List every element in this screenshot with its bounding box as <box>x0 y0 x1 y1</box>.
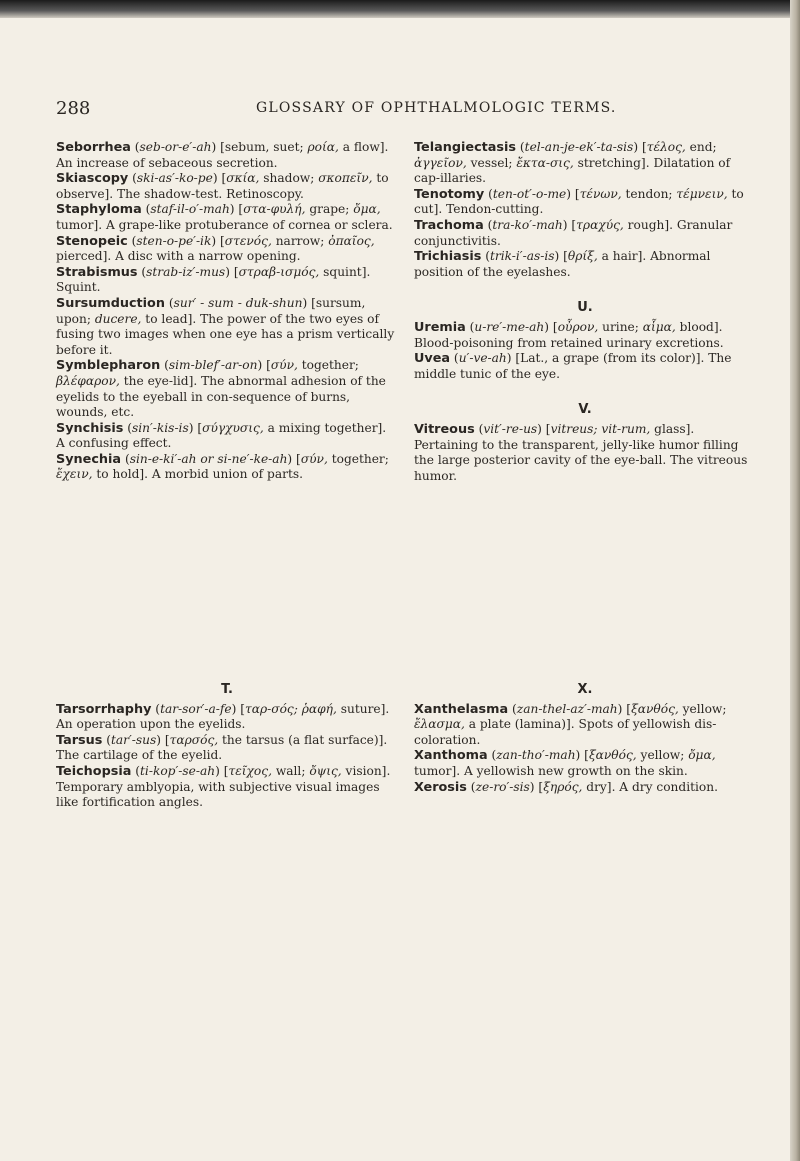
pronunciation: tel-an-je-ek′-ta-sis <box>524 140 634 154</box>
pronunciation: sten-o-pe′-ik <box>136 233 212 248</box>
section-letter-u: U. <box>577 300 593 316</box>
etymon: ταρ-σός; <box>245 701 298 716</box>
etymon: στενός, <box>224 233 272 248</box>
pronunciation: sin′-kis-is <box>132 420 189 435</box>
glossary-entry: Synchisis (sin′-kis-is) [σύγχυσις, a mixing together]. A confusing effect. <box>56 420 387 451</box>
etymon: ξανθός, <box>631 701 679 716</box>
headword: Synchisis <box>56 420 124 436</box>
glossary-entry: Seborrhea (seb-or-e′-ah) [sebum, suet; ροία, a flow]. An increase of sebaceous secretion. <box>56 140 389 170</box>
headword: Xanthoma <box>414 748 488 764</box>
definition-text: narrow; <box>271 233 329 248</box>
right-column-top <box>414 140 756 484</box>
definition-text: [ <box>292 451 301 466</box>
glossary-entry: Teichopsia (ti-kop′-se-ah) [τεῖχος, wall; ὄψις, vision]. Temporary amblyopia, with subjective visual images like fortification angles. <box>56 763 391 810</box>
pronunciation: u′-ve-ah <box>458 351 507 366</box>
definition-text: the eye-lid]. The abnormal adhesion of the eyelids to the eyeball in con-sequence of burns, wounds, etc. <box>56 373 386 420</box>
definition-text: a hair]. Abnormal position of the eyelashes. <box>414 249 711 279</box>
definition-text: grape; <box>305 202 354 217</box>
headword: Telangiectasis <box>414 140 517 155</box>
headword: Uvea <box>414 351 451 367</box>
glossary-entry: Tarsorrhaphy (tar-sor′-a-fe) [ταρ-σός; ῥαφή, suture]. An operation upon the eyelids. <box>56 701 390 732</box>
headword: Seborrhea <box>56 140 131 155</box>
glossary-entry: Strabismus (strab-iz′-mus) [στραβ-ισμός, squint]. Squint. <box>56 264 371 295</box>
right-column-bottom <box>414 682 756 795</box>
definition-text: urine; <box>598 319 643 334</box>
definition-text: vision]. Temporary amblyopia, with subjective visual images like fortification angles. <box>56 763 391 810</box>
definition-text: [ <box>216 140 225 154</box>
definition-text: [ <box>567 217 577 232</box>
etymon: ροία, <box>307 140 339 154</box>
definition-text: together; <box>297 358 359 373</box>
glossary-entry: Telangiectasis (tel-an-je-ek′-ta-sis) [τέλος, end; ἀγγεῖον, vessel; ἔκτα-σις, stretching]. Dilatation of cap-illaries. <box>414 140 731 186</box>
definition-text: to cut]. Tendon-cutting. <box>414 186 744 217</box>
definition-text: a flow]. An increase of sebaceous secretion. <box>56 140 389 170</box>
headword: Xerosis <box>414 779 467 795</box>
etymon: τένων, <box>579 186 622 201</box>
definition-text: shadow; <box>259 171 319 186</box>
glossary-entry: Xanthelasma (zan-thel-az′-mah) [ξανθός, yellow; ἔλασμα, a plate (lamina)]. Spots of yellowish dis-coloration. <box>414 701 727 747</box>
glossary-entry: Uremia (u-re′-me-ah) [οὖρον, urine; αἷμα, blood]. Blood-poisoning from retained urinary excretions. <box>414 319 724 350</box>
definition-text: tumor]. A grape-like protuberance of cornea or sclera. <box>56 217 393 232</box>
headword: Xanthelasma <box>414 701 509 717</box>
glossary-entry: Trachoma (tra-ko′-mah) [τραχύς, rough]. Granular conjunctivitis. <box>414 217 733 248</box>
page-number: 288 <box>56 98 91 119</box>
definition-text: [ <box>622 701 632 716</box>
section-spacer <box>414 382 756 402</box>
definition-text: rough]. Granular conjunctivitis. <box>414 217 733 248</box>
pronunciation: vit′-re-us <box>483 421 538 436</box>
pronunciation: ski-as′-ko-pe <box>136 171 213 186</box>
definition-text: pierced]. A disc with a narrow opening. <box>56 249 301 264</box>
etymon: στραβ-ισμός, <box>238 264 320 279</box>
left-column-top <box>56 140 398 483</box>
definition-text: squint]. Squint. <box>56 264 371 295</box>
definition-text: [ <box>534 779 544 794</box>
definition-text: [ <box>559 249 568 264</box>
etymon: ἔχειν, <box>56 467 93 482</box>
definition-text: [ <box>236 701 245 716</box>
headword: Teichopsia <box>56 763 132 779</box>
pronunciation: u-re′-me-ah <box>474 319 545 334</box>
etymon: σκία, <box>226 171 260 186</box>
pronunciation: zan-tho′-mah <box>496 748 576 763</box>
etymon: ἀγγεῖον, <box>414 155 467 170</box>
pronunciation: staf-il-o′-mah <box>150 202 230 217</box>
headword: Trichiasis <box>414 249 482 265</box>
definition-text: [ <box>216 233 225 248</box>
definition-text: stretching]. Dilatation of cap-illaries. <box>414 155 731 186</box>
running-head: GLOSSARY OF OPHTHALMOLOGIC TERMS. <box>256 100 617 116</box>
definition-text: yellow; <box>636 748 689 763</box>
definition-text: [ <box>549 319 558 334</box>
definition-text: glass]. Pertaining to the transparent, jelly-like humor filling the large posterior cavity of the eye-ball. The vitreous humor. <box>414 421 748 483</box>
headword: Strabismus <box>56 264 138 280</box>
section-letter-x: X. <box>577 682 593 697</box>
definition-text: upon; <box>56 311 95 326</box>
definition-text: together; <box>327 451 389 466</box>
definition-text: [ <box>307 295 316 310</box>
etymon: τέλος, <box>646 140 686 154</box>
etymon: σύν, <box>270 358 298 373</box>
etymon: σύγχυσις, <box>202 420 264 435</box>
headword: Trachoma <box>414 217 484 233</box>
definition-text: to lead]. The power of the two eyes of fusing two images when one eye has a prism vertically before it. <box>56 311 395 357</box>
definition-text: [ <box>229 264 239 279</box>
definition-text: sursum, <box>315 295 366 310</box>
etymon: ῥαφή, <box>301 701 337 716</box>
glossary-entry: Vitreous (vit′-re-us) [vitreus; vit-rum, glass]. Pertaining to the transparent, jelly-like humor filling the large posterior cavity of the eye-ball. The vitreous humor. <box>414 421 748 483</box>
etymon: ἔλασμα, <box>414 717 465 732</box>
pronunciation: ti-kop′-se-ah <box>140 763 216 778</box>
glossary-entry: Skiascopy (ski-as′-ko-pe) [σκία, shadow; σκοπεῖν, to observe]. The shadow-test. Retinoscopy. <box>56 171 389 201</box>
headword: Symblepharon <box>56 358 161 374</box>
scan-right-edge <box>790 0 800 1161</box>
definition-text: dry]. A dry condition. <box>582 779 718 794</box>
glossary-entry: Symblepharon (sim-blef′-ar-on) [σύν, together; βλέφαρον, the eye-lid]. The abnormal adhesion of the eyelids to the eyeball in con-sequence of burns, wounds, etc. <box>56 358 386 420</box>
pronunciation: trik-i′-as-is <box>490 249 555 264</box>
glossary-entry: Synechia (sin-e-ki′-ah or si-ne′-ke-ah) [σύν, together; ἔχειν, to hold]. A morbid union of parts. <box>56 451 389 482</box>
etymon: οὖρον, <box>557 319 599 334</box>
headword: Synechia <box>56 451 122 467</box>
headword: Stenopeic <box>56 233 128 249</box>
definition-text: blood]. Blood-poisoning from retained urinary excretions. <box>414 319 724 350</box>
etymon: ἔκτα-σις, <box>516 155 574 170</box>
pronunciation: zan-thel-az′-mah <box>516 701 618 716</box>
pronunciation: sim-blef′-ar-on <box>168 358 258 373</box>
definition-text: the tarsus (a flat surface)]. The cartilage of the eyelid. <box>56 732 388 763</box>
definition-text: [ <box>571 186 580 201</box>
definition-text: [ <box>193 420 203 435</box>
glossary-entry: Sursumduction (sur′ - sum - duk-shun) [sursum, upon; ducere, to lead]. The power of the two eyes of fusing two images when one eye has a prism vertically before it. <box>56 295 395 357</box>
headword: Tarsorrhaphy <box>56 701 152 717</box>
definition-text: [ <box>217 171 227 186</box>
etymon: θρίξ, <box>567 249 598 264</box>
glossary-entry: Staphyloma (staf-il-o′-mah) [στα-φυλή, grape; ὄμα, tumor]. A grape-like protuberance of cornea or sclera. <box>56 202 393 232</box>
glossary-entry: Xerosis (ze-ro′-sis) [ξηρός, dry]. A dry condition. <box>414 779 718 795</box>
etymon: ὄμα, <box>688 748 716 763</box>
left-column-bottom <box>56 682 398 811</box>
definition-text: [ <box>580 748 589 763</box>
definition-text: [ <box>219 763 229 778</box>
etymon: ὄψις, <box>309 763 342 778</box>
etymon: ὀπαῖος, <box>328 233 375 248</box>
definition-text: [Lat., a grape (from its color)]. The middle tunic of the eye. <box>414 351 732 381</box>
section-letter-t: T. <box>221 682 233 697</box>
pronunciation: tra-ko′-mah <box>492 217 563 232</box>
definition-text: to hold]. A morbid union of parts. <box>92 467 303 482</box>
etymon: βλέφαρον, <box>56 373 120 388</box>
section-spacer <box>414 280 756 300</box>
scan-top-edge <box>0 0 800 18</box>
pronunciation: strab-iz′-mus <box>146 264 226 279</box>
glossary-entry: Stenopeic (sten-o-pe′-ik) [στενός, narrow; ὀπαῖος, pierced]. A disc with a narrow opening. <box>56 233 375 264</box>
glossary-entry: Xanthoma (zan-tho′-mah) [ξανθός, yellow; ὄμα, tumor]. A yellowish new growth on the skin. <box>414 748 716 778</box>
etymon: ὄμα, <box>353 202 381 217</box>
pronunciation: tar′-sus <box>111 732 157 747</box>
definition-text: suet; <box>269 140 308 154</box>
etymon: ξανθός, <box>588 748 637 763</box>
etymon: αἷμα, <box>642 319 676 334</box>
headword: Sursumduction <box>56 295 165 311</box>
etymon: vitreus; vit-rum, <box>550 421 651 436</box>
etymon: ducere, <box>94 311 142 326</box>
definition-text: vessel; <box>466 155 517 170</box>
headword: Tenotomy <box>414 186 485 202</box>
headword: Vitreous <box>414 421 475 437</box>
headword: Uremia <box>414 319 466 335</box>
definition-text: to observe]. The shadow-test. Retinoscopy. <box>56 171 389 201</box>
etymon: ταρσός, <box>169 732 219 747</box>
definition-text: tumor]. A yellowish new growth on the skin. <box>414 763 688 778</box>
definition-text: wall; <box>271 763 310 778</box>
glossary-entry: Tarsus (tar′-sus) [ταρσός, the tarsus (a flat surface)]. The cartilage of the eyelid. <box>56 732 388 763</box>
headword: Skiascopy <box>56 171 129 187</box>
etymon: τέμνειν, <box>676 186 728 201</box>
pronunciation: ze-ro′-sis <box>475 779 530 794</box>
definition-text: tendon; <box>621 186 677 201</box>
etymon: σκοπεῖν, <box>318 171 373 186</box>
etymon: ξηρός, <box>543 779 583 794</box>
definition-text: suture]. An operation upon the eyelids. <box>56 701 390 732</box>
definition-text: a mixing together]. A confusing effect. <box>56 420 387 451</box>
pronunciation: sin-e-ki′-ah or si-ne′-ke-ah <box>129 451 288 466</box>
definition-text: [ <box>262 358 271 373</box>
definition-text: yellow; <box>678 701 727 716</box>
etymon: τραχύς, <box>576 217 624 232</box>
pronunciation: seb-or-e′-ah <box>139 140 212 154</box>
definition-text: [ <box>638 140 647 154</box>
section-letter-v: V. <box>578 402 592 418</box>
definition-text: sebum, <box>224 140 270 154</box>
definition-text: [ <box>541 421 551 436</box>
definition-text: [ <box>161 732 170 747</box>
headword: Tarsus <box>56 732 103 748</box>
definition-text: end; <box>685 140 717 154</box>
pronunciation: ten-ot′-o-me <box>492 186 567 201</box>
definition-text: [ <box>234 202 244 217</box>
glossary-entry: Uvea (u′-ve-ah) [Lat., a grape (from its color)]. The middle tunic of the eye. <box>414 351 732 381</box>
pronunciation: tar-sor′-a-fe <box>160 701 232 716</box>
etymon: στα-φυλή, <box>243 202 306 217</box>
pronunciation: sur′ - sum - duk-shun <box>173 295 303 310</box>
definition-text: a plate (lamina)]. Spots of yellowish dis-coloration. <box>414 717 717 747</box>
etymon: σύν, <box>300 451 328 466</box>
page-header <box>56 98 776 124</box>
glossary-entry: Trichiasis (trik-i′-as-is) [θρίξ, a hair]. Abnormal position of the eyelashes. <box>414 249 711 279</box>
etymon: τεῖχος, <box>228 763 272 778</box>
glossary-entry: Tenotomy (ten-ot′-o-me) [τένων, tendon; τέμνειν, to cut]. Tendon-cutting. <box>414 186 744 217</box>
headword: Staphyloma <box>56 202 142 218</box>
